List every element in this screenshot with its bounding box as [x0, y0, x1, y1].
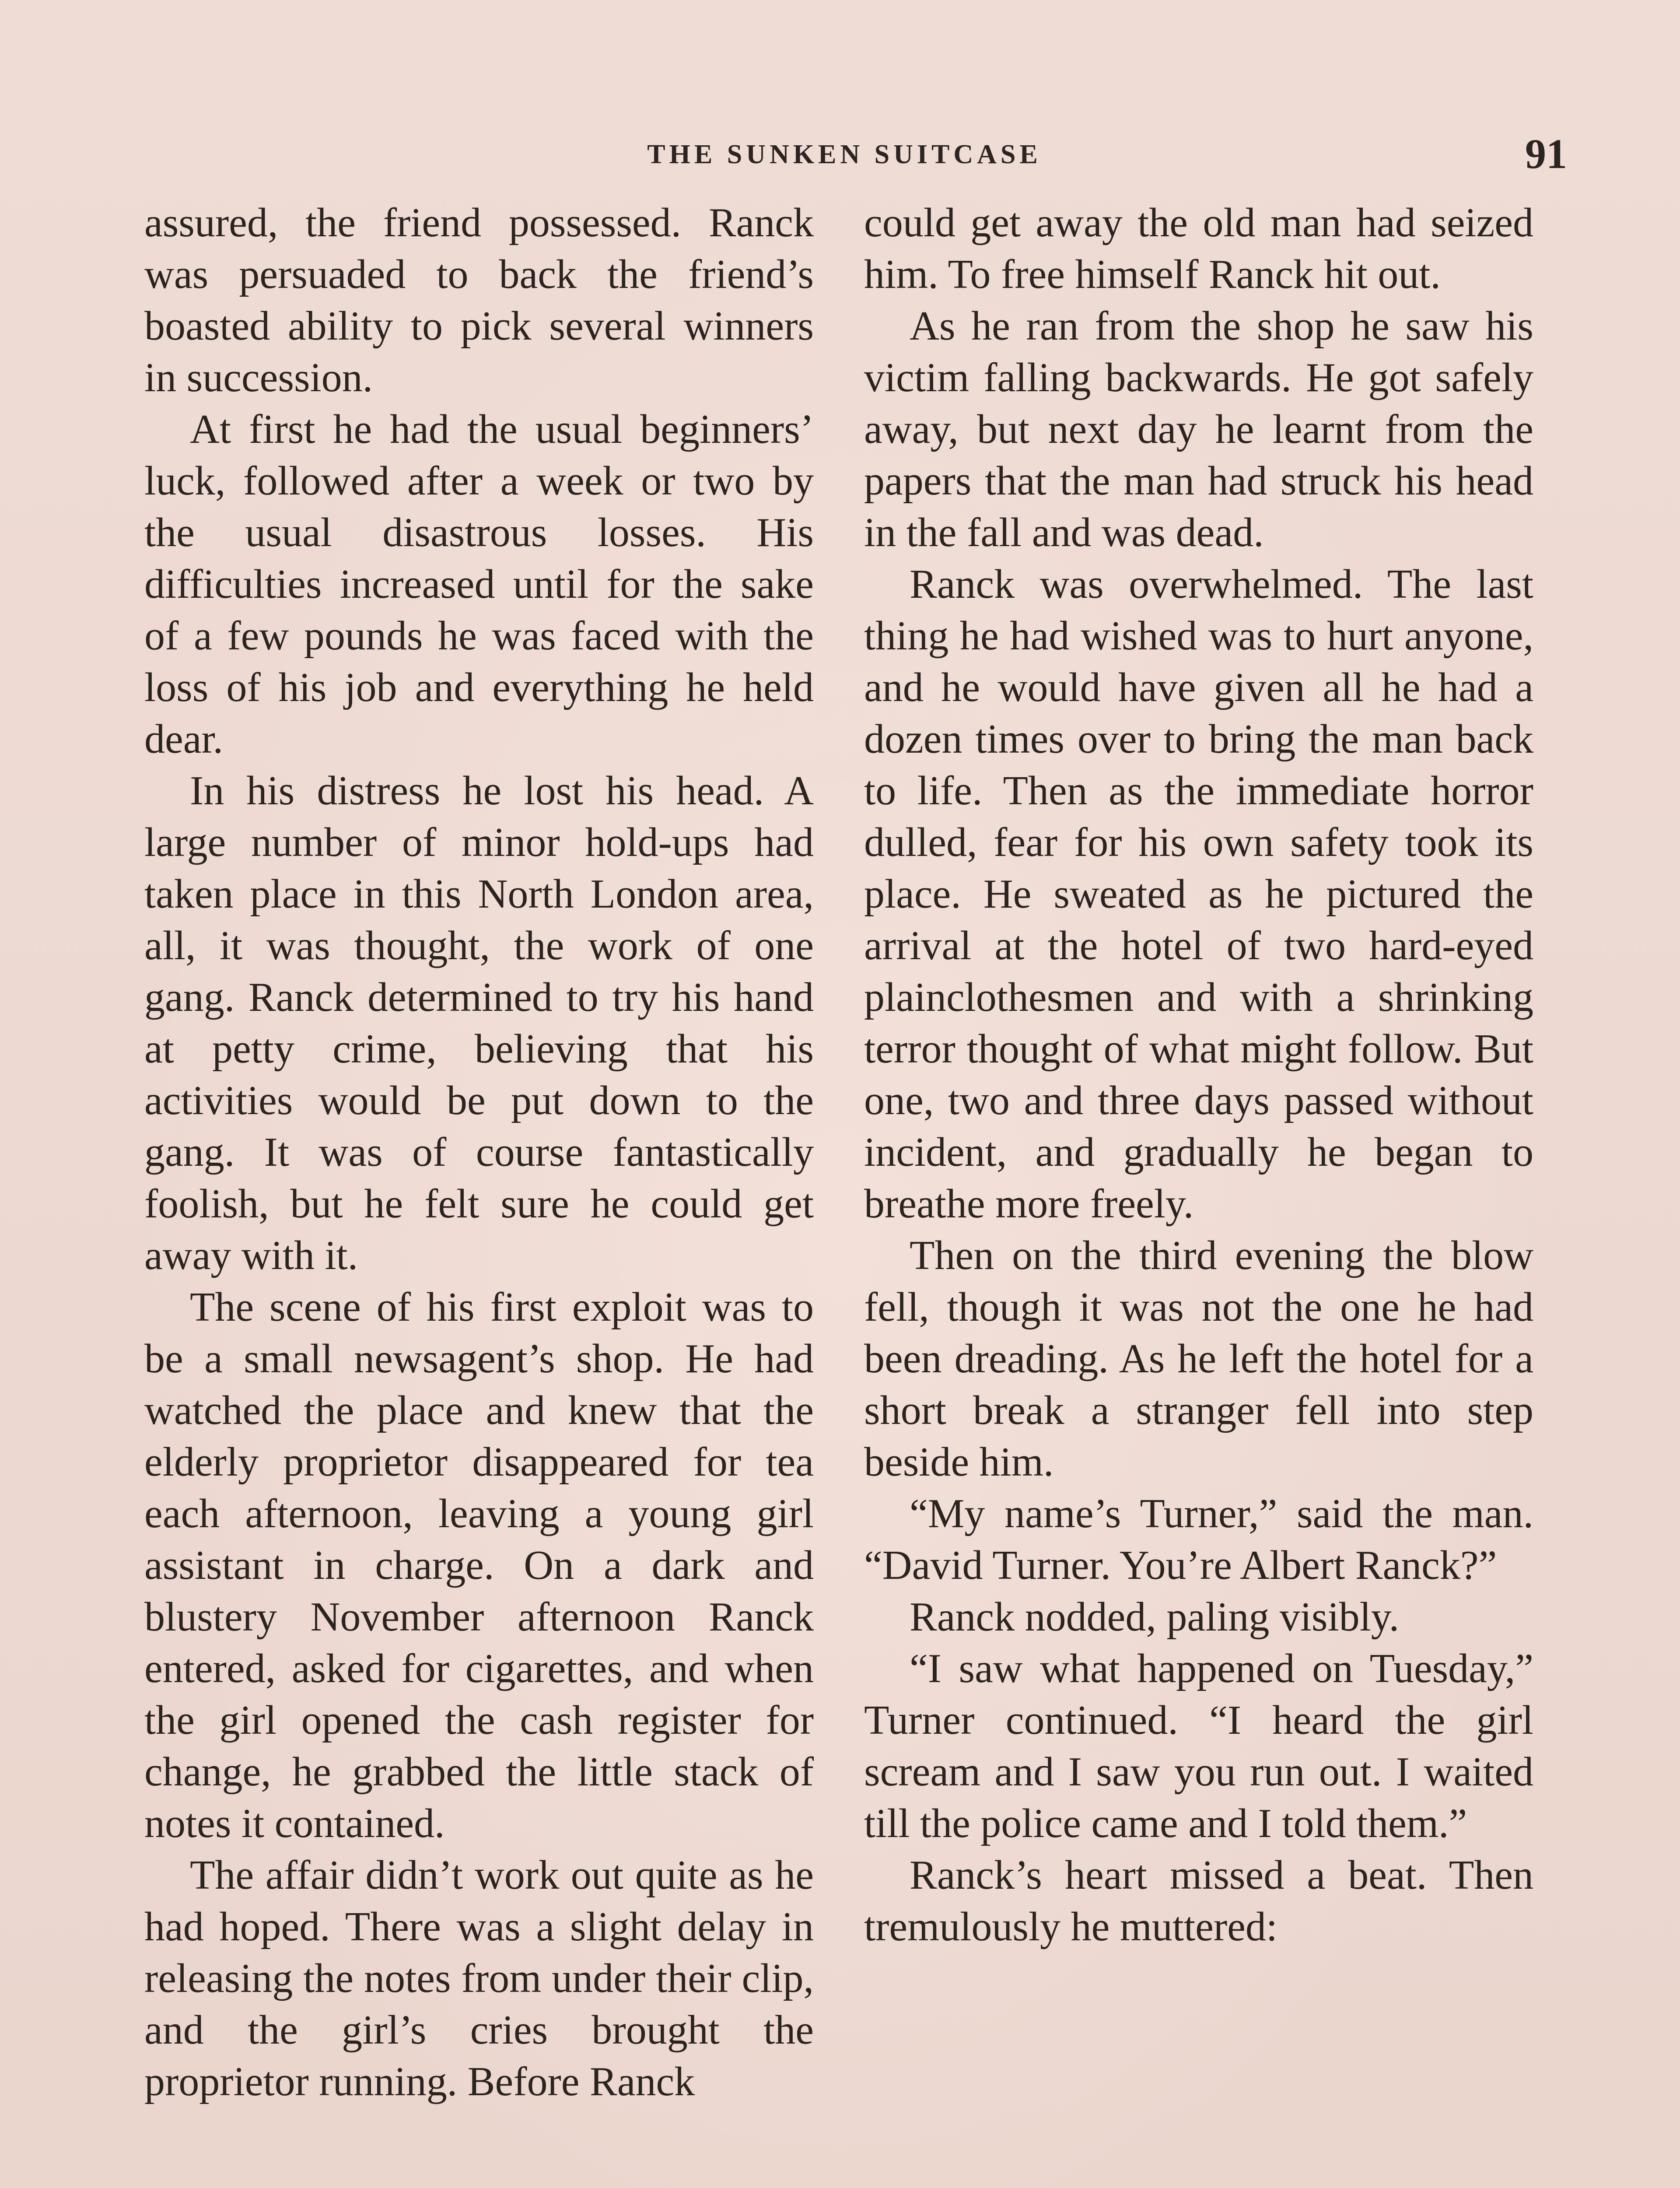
paragraph: Ranck’s heart missed a beat. Then tremulously he muttered: — [864, 1852, 1533, 1950]
paragraph: assured, the friend possessed. Ranck was persuaded to back the friend’s boasted ability to pick several winners in succession. — [144, 200, 814, 400]
running-title: THE SUNKEN SUITCASE — [647, 140, 1042, 169]
paragraph: The affair didn’t work out quite as he had hoped. There was a slight delay in releasing the notes from under their clip, and the girl’s cries brought the proprietor running. Before Ranck — [144, 1852, 814, 2104]
paragraph: could get away the old man had seized him. To free himself Ranck hit out. — [864, 200, 1533, 297]
paragraph: In his distress he lost his head. A large number of minor hold-ups had taken place in this North London area, all, it was thought, the work of one gang. Ranck determined to try his hand at petty crime, believing that his activities would be put down to the gang. It was of course fantastically foolish, but he felt sure he could get away with it. — [144, 768, 814, 1278]
paragraph: Ranck was overwhelmed. The last thing he had wished was to hurt anyone, and he would have given all he had a dozen times over to bring the man back to life. Then as the immediate horror dulled, fear for his own safety took its place. He sweated as he pictured the arrival at the hotel of two hard-eyed plainclothesmen and with a shrinking terror thought of what might follow. But one, two and three days passed without incident, and gradually he began to breathe more freely. — [864, 561, 1533, 1227]
paragraph: At first he had the usual beginners’ luck, followed after a week or two by the usual disastrous losses. His difficulties increased until for the sake of a few pounds he was faced with the loss of his job and everything he held dear. — [144, 407, 814, 762]
paragraph: Then on the third evening the blow fell, though it was not the one he had been dreading. As he left the hotel for a short break a stranger fell into step beside him. — [864, 1233, 1533, 1485]
page-number: 91 — [1525, 130, 1567, 177]
right-column — [864, 197, 1533, 1953]
left-column — [144, 197, 814, 2107]
paragraph: Ranck nodded, paling visibly. — [910, 1594, 1400, 1640]
paragraph: As he ran from the shop he saw his victim falling backwards. He got safely away, but next day he learnt from the papers that the man had struck his head in the fall and was dead. — [864, 303, 1533, 555]
paragraph: “My name’s Turner,” said the man. “David Turner. You’re Albert Ranck?” — [864, 1491, 1533, 1588]
paragraph: The scene of his first exploit was to be a small newsagent’s shop. He had watched the place and knew that the elderly proprietor disappeared for tea each afternoon, leaving a young girl assistant in charge. On a dark and blustery November afternoon Ranck entered, asked for cigarettes, and when the girl opened the cash register for change, he grabbed the little stack of notes it contained. — [144, 1284, 814, 1846]
paragraph: “I saw what happened on Tuesday,” Turner continued. “I heard the girl scream and I saw you run out. I waited till the police came and I told them.” — [864, 1646, 1533, 1846]
